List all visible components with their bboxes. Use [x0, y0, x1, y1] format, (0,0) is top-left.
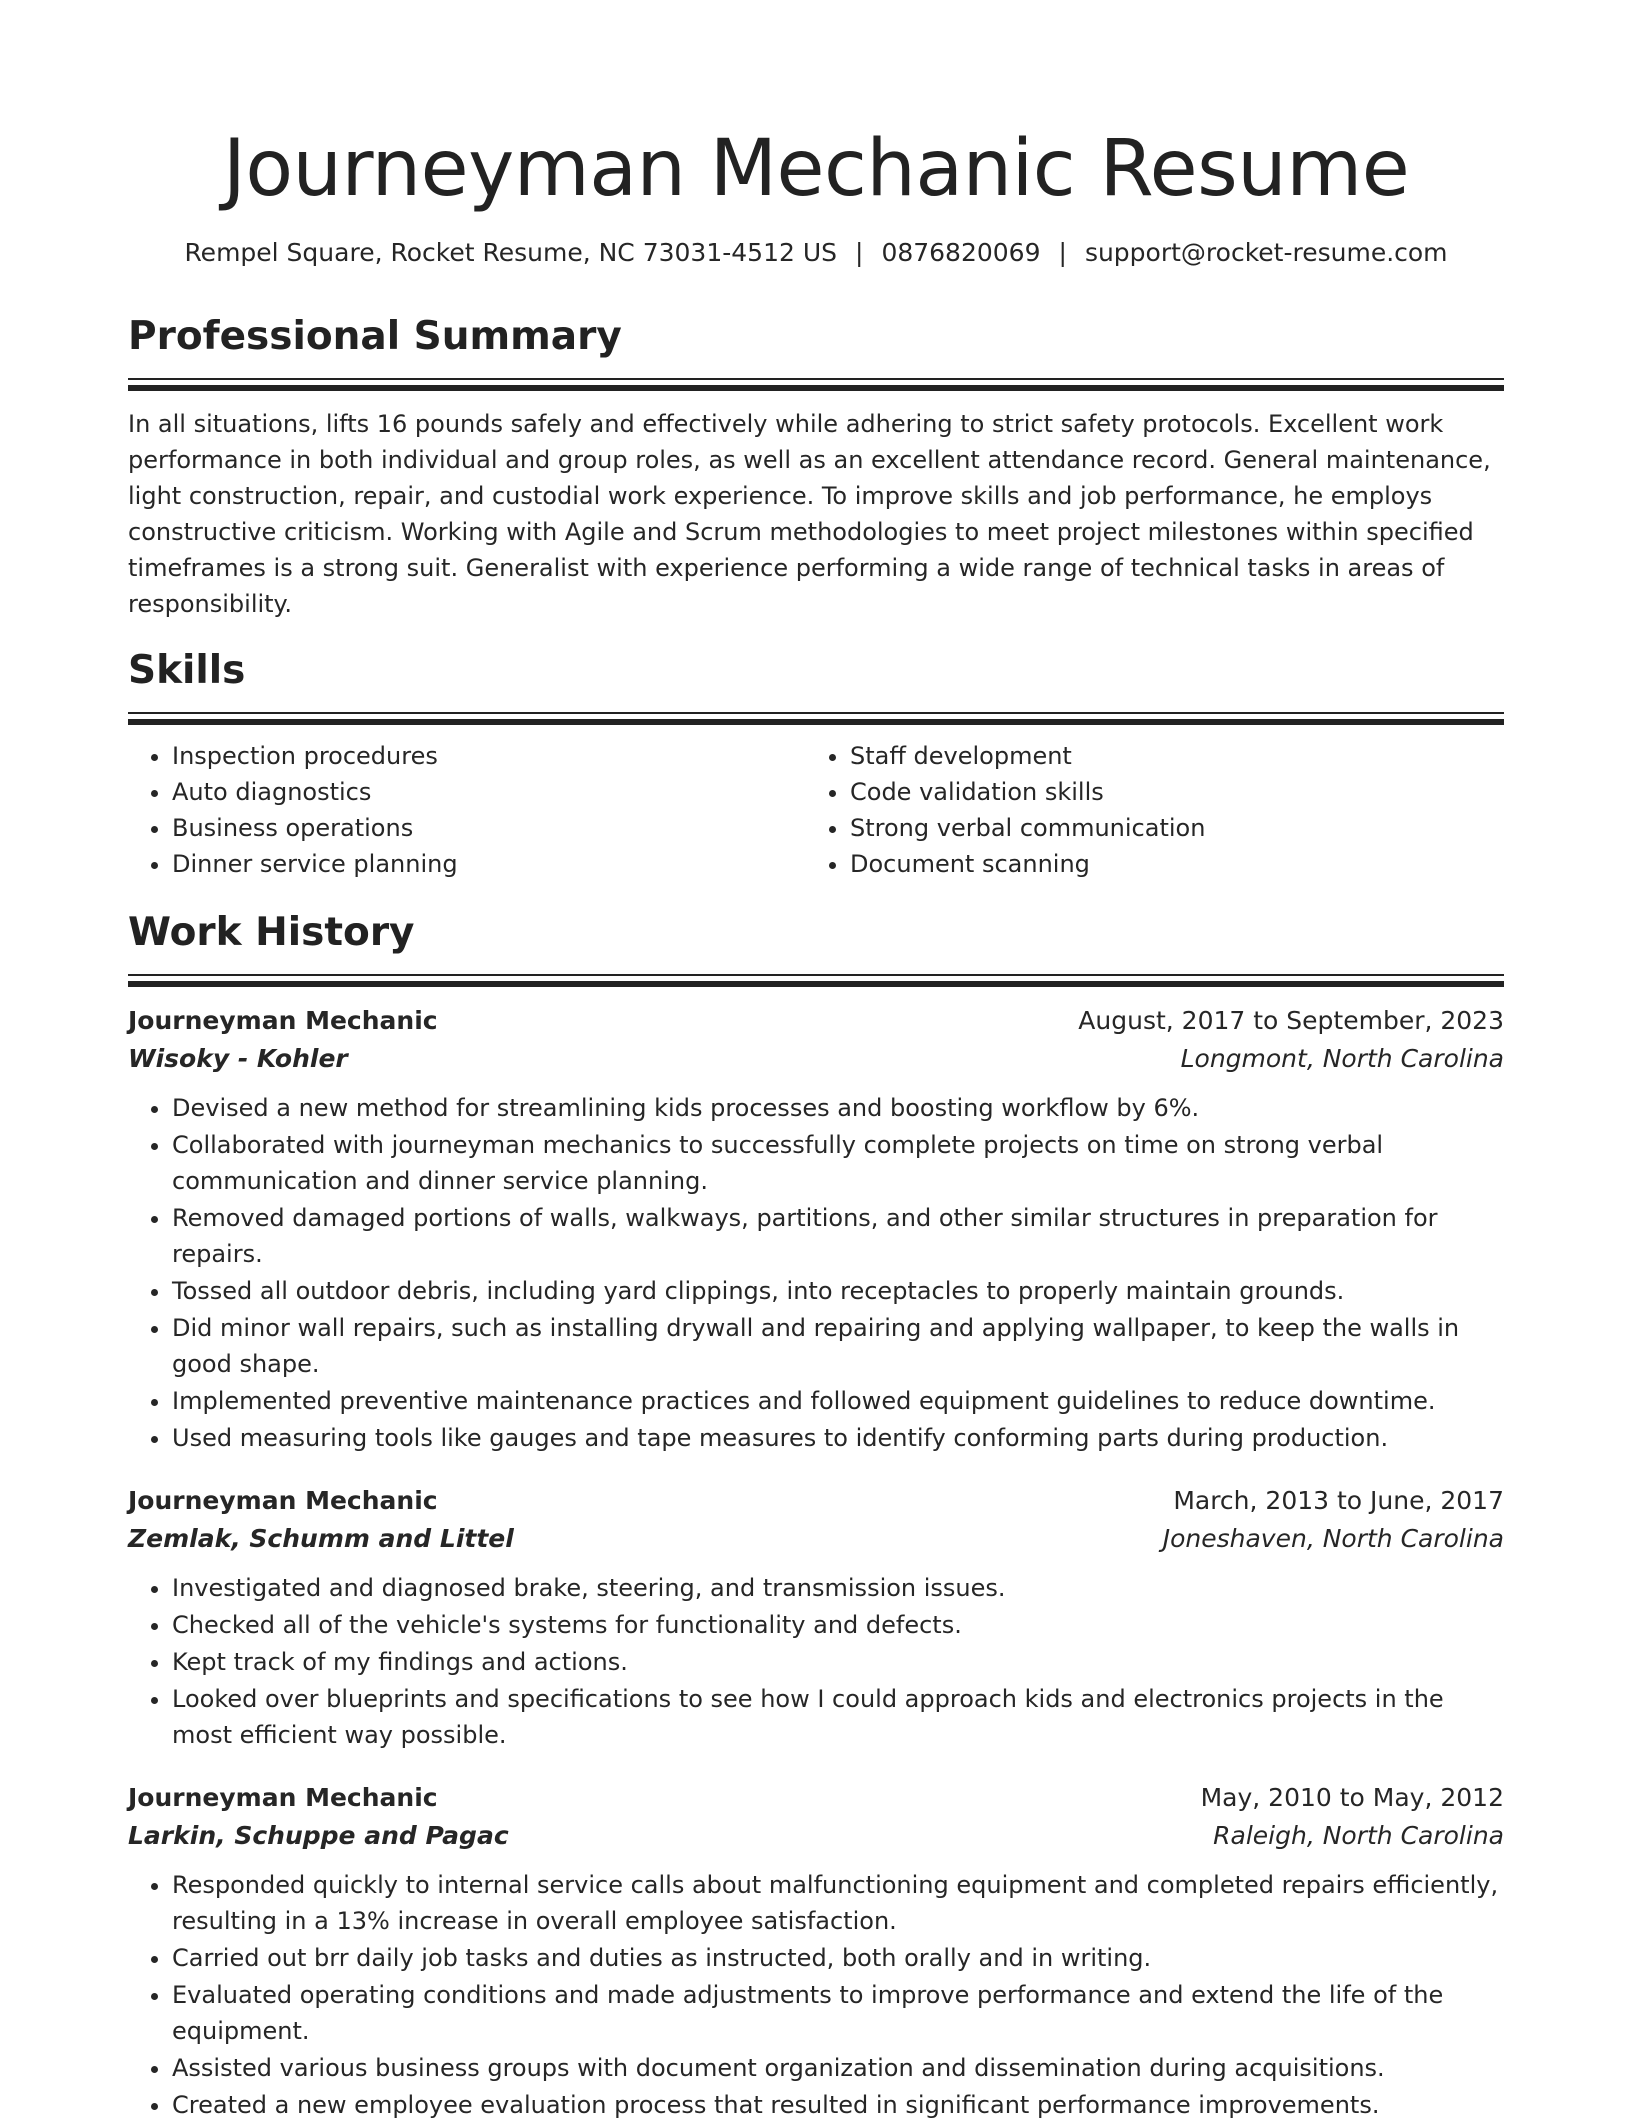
job-dates: August, 2017 to September, 2023 [1078, 1006, 1504, 1035]
job-entry [128, 1482, 1504, 1753]
summary-heading: Professional Summary [128, 314, 622, 359]
skill-item: • Strong verbal communication [850, 810, 1484, 846]
job-dates: March, 2013 to June, 2017 [1173, 1486, 1504, 1515]
contact-line [128, 236, 1504, 270]
section-divider [128, 378, 1504, 392]
job-location: Joneshaven, North Carolina [1162, 1524, 1504, 1553]
contact-address: Rempel Square, Rocket Resume, NC 73031-4512 US [184, 238, 837, 267]
section-divider [128, 974, 1504, 988]
job-bullet: • Checked all of the vehicle's systems for functionality and defects. [172, 1607, 1504, 1643]
job-company: Larkin, Schuppe and Pagac [128, 1821, 509, 1850]
job-bullet: • Responded quickly to internal service calls about malfunctioning equipment and completed repairs efficiently, resulting in a 13% increase in overall employee satisfaction. [172, 1867, 1504, 1939]
resume-title: Journeyman Mechanic Resume [222, 124, 1410, 214]
job-bullet: • Carried out brr daily job tasks and duties as instructed, both orally and in writing. [172, 1940, 1504, 1976]
job-bullet: • Tossed all outdoor debris, including yard clippings, into receptacles to properly maintain grounds. [172, 1273, 1504, 1309]
job-location: Raleigh, North Carolina [1213, 1821, 1504, 1850]
skill-item: • Business operations [172, 810, 806, 846]
section-divider [128, 712, 1504, 726]
job-title: Journeyman Mechanic [128, 1486, 438, 1515]
skill-item: • Document scanning [850, 846, 1484, 882]
work-heading: Work History [128, 910, 415, 955]
job-bullet: • Did minor wall repairs, such as installing drywall and repairing and applying wallpaper, to keep the walls in good shape. [172, 1310, 1504, 1382]
contact-email: support@rocket-resume.com [1084, 238, 1448, 267]
job-title: Journeyman Mechanic [128, 1006, 438, 1035]
job-bullet: • Devised a new method for streamlining kids processes and boosting workflow by 6%. [172, 1090, 1504, 1126]
job-bullet: • Looked over blueprints and specifications to see how I could approach kids and electronics projects in the most efficient way possible. [172, 1681, 1504, 1753]
summary-section [128, 312, 1504, 622]
summary-text: In all situations, lifts 16 pounds safely and effectively while adhering to strict safety protocols. Excellent work performance in both individual and group roles, as well as an excellent attendance record. General maintenance, light construction, repair, and custodial work experience. To improve skills and job performance, he employs constructive criticism. Working with Agile and Scrum methodologies to meet project milestones within specified timeframes is a strong suit. Generalist with experience performing a wide range of technical tasks in areas of responsibility. [128, 410, 1491, 618]
job-title: Journeyman Mechanic [128, 1783, 438, 1812]
job-entry [128, 1002, 1504, 1456]
job-bullet: • Evaluated operating conditions and made adjustments to improve performance and extend the life of the equipment. [172, 1977, 1504, 2049]
skill-item: • Inspection procedures [172, 738, 806, 774]
skill-item: • Staff development [850, 738, 1484, 774]
job-dates: May, 2010 to May, 2012 [1200, 1783, 1504, 1812]
contact-separator: | [855, 238, 864, 267]
job-location: Longmont, North Carolina [1180, 1044, 1504, 1073]
job-bullet: • Used measuring tools like gauges and tape measures to identify conforming parts during production. [172, 1420, 1504, 1456]
job-bullets [128, 1867, 1504, 2123]
skills-section [128, 646, 1504, 882]
job-company: Wisoky - Kohler [128, 1044, 348, 1073]
job-bullets [128, 1090, 1504, 1456]
resume-page [128, 0, 1504, 2124]
contact-phone: 0876820069 [881, 238, 1041, 267]
job-bullet: • Investigated and diagnosed brake, steering, and transmission issues. [172, 1570, 1504, 1606]
skills-right-list [806, 738, 1484, 882]
skills-columns [128, 738, 1504, 882]
skills-left-list [128, 738, 806, 882]
contact-separator: | [1058, 238, 1067, 267]
job-bullet: • Removed damaged portions of walls, walkways, partitions, and other similar structures in preparation for repairs. [172, 1200, 1504, 1272]
skills-heading: Skills [128, 648, 246, 693]
job-bullet: • Assisted various business groups with document organization and dissemination during acquisitions. [172, 2050, 1504, 2086]
job-bullet: • Collaborated with journeyman mechanics to successfully complete projects on time on strong verbal communication and dinner service planning. [172, 1127, 1504, 1199]
job-bullet: • Kept track of my findings and actions. [172, 1644, 1504, 1680]
work-section [128, 908, 1504, 2123]
skill-item: • Dinner service planning [172, 846, 806, 882]
job-bullet: • Implemented preventive maintenance practices and followed equipment guidelines to reduce downtime. [172, 1383, 1504, 1419]
skill-item: • Code validation skills [850, 774, 1484, 810]
job-bullet: • Created a new employee evaluation process that resulted in significant performance improvements. [172, 2087, 1504, 2123]
skill-item: • Auto diagnostics [172, 774, 806, 810]
job-entry [128, 1779, 1504, 2123]
job-bullets [128, 1570, 1504, 1753]
job-company: Zemlak, Schumm and Littel [128, 1524, 514, 1553]
